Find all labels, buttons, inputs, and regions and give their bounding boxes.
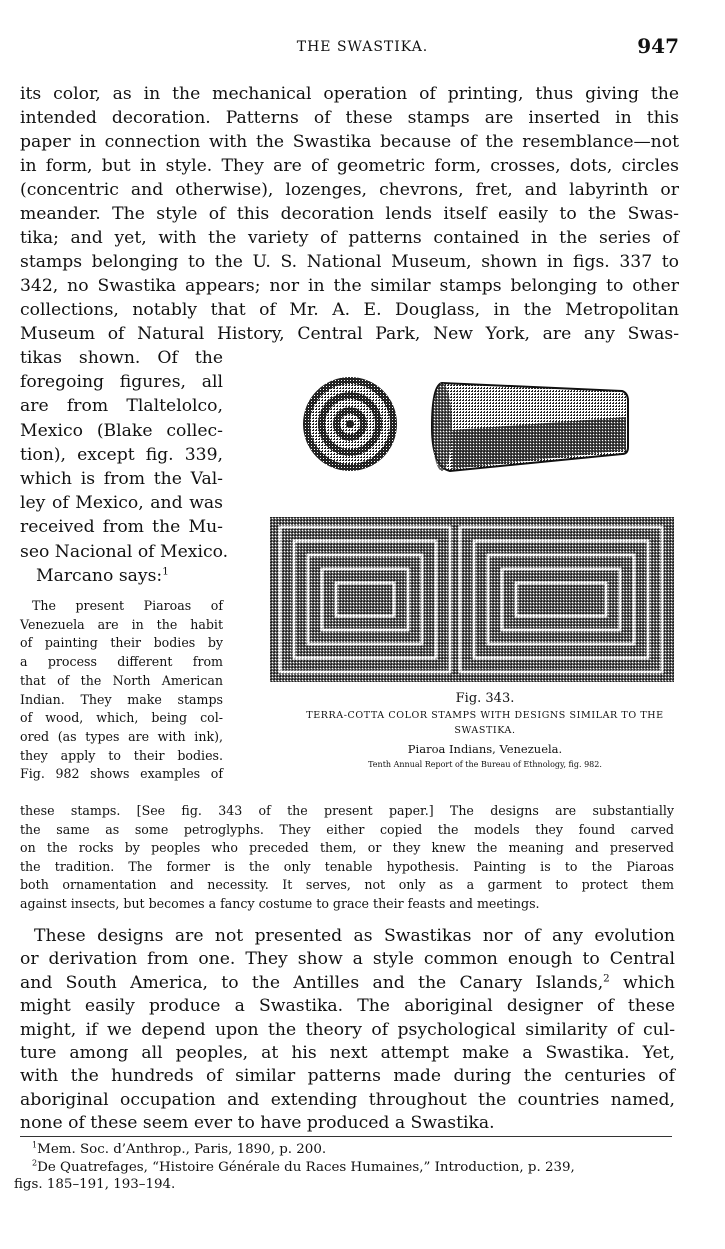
quote-line-text: ored (as types are with ink), xyxy=(20,728,223,744)
text-line-text: (concentric and otherwise), lozenges, chevrons, fret, and labyrinth or xyxy=(20,180,679,200)
quote-line xyxy=(20,839,674,858)
figure-source: Tenth Annual Report of the Bureau of Ethnology, fig. 982. xyxy=(368,760,602,769)
footnote xyxy=(32,1141,326,1159)
figure-343-image xyxy=(270,355,690,685)
footnote-text: De Quatrefages, “Histoire Générale du Races Humaines,” Introduction, p. 239, xyxy=(37,1159,575,1175)
text-line xyxy=(20,1088,675,1112)
text-line-text: Mexico (Blake collec- xyxy=(20,420,223,441)
text-line-text: or derivation from one. They show a style common enough to Central xyxy=(20,949,675,970)
text-line-text: tion), except fig. 339, xyxy=(20,444,223,465)
footnote-text: Mem. Soc. d’Anthrop., Paris, 1890, p. 200. xyxy=(37,1142,327,1157)
figure-caption xyxy=(250,690,720,772)
text-line-text: which is from the Val- xyxy=(20,469,223,489)
text-line xyxy=(20,274,679,298)
quote-line xyxy=(20,765,223,784)
text-line xyxy=(20,178,679,202)
quote-line xyxy=(20,858,674,877)
quote-line-text: both ornamentation and necessity. It serves, not only as a garment to protect them xyxy=(20,877,674,892)
text-line xyxy=(20,1018,675,1042)
text-line-text: These designs are not presented as Swastikas nor of any evolution xyxy=(34,926,675,946)
text-line-text: with the hundreds of similar patterns made during the centuries of xyxy=(20,1066,675,1087)
text-line-text: ley of Mexico, and was xyxy=(20,493,223,514)
text-line-text: might easily produce a Swastika. The aboriginal designer of these xyxy=(20,996,675,1017)
marcano-intro xyxy=(36,564,236,588)
quote-line xyxy=(20,616,223,635)
footnote-ref-2[interactable]: 2 xyxy=(603,972,610,985)
quote-line-text: Indian. They make stamps xyxy=(20,691,223,707)
text-line xyxy=(20,443,223,467)
text-line-text: none of these seem ever to have produced a Swastika. xyxy=(20,1113,495,1134)
text-line xyxy=(20,370,223,394)
quote-line xyxy=(20,876,674,895)
quote-line-text: Venezuela are in the habit xyxy=(20,616,223,632)
text-line-text: meander. The style of this decoration lends itself easily to the Swas- xyxy=(20,204,679,224)
quote-line-text: The present Piaroas of xyxy=(32,598,223,613)
text-line xyxy=(20,202,679,226)
text-line xyxy=(20,971,675,995)
quote-line-text: these stamps. [See fig. 343 of the present paper.] The designs are substantially xyxy=(20,803,674,818)
quote-line xyxy=(20,821,674,840)
quote-line xyxy=(20,728,223,747)
quote-line-text: on the rocks by peoples who preceded them, or they knew the meaning and preserved xyxy=(20,840,674,855)
text-line-text: its color, as in the mechanical operation of printing, thus giving the xyxy=(20,84,679,104)
text-line-text: tikas shown. Of the xyxy=(20,348,223,368)
text-line-text: intended decoration. Patterns of these stamps are inserted in this xyxy=(20,108,679,128)
footnote-mark: 1 xyxy=(32,1140,38,1150)
quote-line-text: of painting their bodies by xyxy=(20,635,223,651)
footnote-divider xyxy=(20,1136,672,1137)
text-line-text: 342, no Swastika appears; nor in the similar stamps belonging to other xyxy=(20,276,679,296)
text-line-text: foregoing figures, all xyxy=(20,372,223,393)
figure-caption-line2: SWASTIKA. xyxy=(454,725,516,736)
running-header: THE SWASTIKA. xyxy=(296,39,429,55)
text-line-text: aboriginal occupation and extending throughout the countries named, xyxy=(20,1089,675,1110)
text-line-text: and South America, to the Antilles and the Canary Islands, xyxy=(20,972,604,993)
text-line-text: collections, notably that of Mr. A. E. Douglass, in the Metropolitan xyxy=(20,300,679,320)
quote-line xyxy=(20,672,223,691)
footnote-ref-1[interactable]: 1 xyxy=(162,565,169,578)
figure-label: Fig. 343. xyxy=(455,691,515,706)
text-line xyxy=(20,1064,675,1088)
figure-subcaption: Piaroa Indians, Venezuela. xyxy=(407,742,563,756)
figure-caption-line1: TERRA-COTTA COLOR STAMPS WITH DESIGNS SIMILAR TO THE xyxy=(306,710,664,721)
quote-line-text: against insects, but becomes a fancy costume to grace their feasts and meetings. xyxy=(20,895,540,911)
text-line xyxy=(20,515,223,539)
text-line xyxy=(20,298,679,322)
cylinder-stamp-figure xyxy=(432,383,628,471)
text-line-text: seo Nacional of Mexico. xyxy=(20,541,229,562)
quote-line-text: of wood, which, being col- xyxy=(20,710,223,726)
text-line xyxy=(20,994,675,1018)
quote-line xyxy=(20,634,223,653)
quote-line-text: Fig. 982 shows examples of xyxy=(20,766,223,782)
text-line xyxy=(20,394,223,418)
text-line-text: paper in connection with the Swastika because of the resemblance—not xyxy=(20,132,679,152)
text-line xyxy=(20,250,679,274)
text-line xyxy=(20,1111,675,1135)
quote-line-text: the tradition. The former is the only tenable hypothesis. Painting is to the Piaroas xyxy=(20,858,674,874)
text-line xyxy=(20,540,229,564)
text-line-text: received from the Mu- xyxy=(20,517,223,538)
quote-line-text: a process different from xyxy=(20,654,223,670)
text-line xyxy=(20,1041,675,1065)
text-line xyxy=(20,82,679,106)
text-line xyxy=(34,924,675,948)
text-line-text: ture among all peoples, at his next attempt make a Swastika. Yet, xyxy=(20,1043,675,1063)
text-line-text: in form, but in style. They are of geometric form, crosses, dots, circles xyxy=(20,156,679,176)
quote-line xyxy=(32,597,223,616)
text-line xyxy=(20,467,223,491)
quote-line xyxy=(20,691,223,710)
quote-line-text: they apply to their bodies. xyxy=(20,747,223,763)
text-line-text: stamps belonging to the U. S. National Museum, shown in figs. 337 to xyxy=(20,252,679,272)
text-line-text: are from Tlaltelolco, xyxy=(20,396,223,417)
quote-line xyxy=(20,802,674,821)
marcano-intro-text: Marcano says: xyxy=(36,566,163,586)
text-line xyxy=(20,154,679,178)
quote-line xyxy=(20,895,674,914)
quote-line xyxy=(20,709,223,728)
flat-stamp-fret-figure xyxy=(270,517,674,682)
quote-line xyxy=(20,747,223,766)
text-line xyxy=(20,322,679,346)
text-line xyxy=(20,130,679,154)
footnote-text: figs. 185–191, 193–194. xyxy=(14,1177,176,1192)
text-line xyxy=(20,106,679,130)
quote-line xyxy=(20,653,223,672)
text-line-text: which xyxy=(609,972,676,993)
text-line xyxy=(20,346,223,370)
text-line-text: might, if we depend upon the theory of psychological similarity of cul- xyxy=(20,1019,675,1040)
text-line xyxy=(20,947,675,971)
page-number: 947 xyxy=(637,34,679,58)
quote-line-text: the same as some petroglyphs. They either copied the models they found carved xyxy=(20,821,674,837)
text-line-text: tika; and yet, with the variety of patterns contained in the series of xyxy=(20,228,679,248)
footnote xyxy=(32,1159,575,1177)
text-line-text: Museum of Natural History, Central Park, New York, are any Swas- xyxy=(20,324,679,344)
round-stamp-figure xyxy=(303,377,397,471)
text-line xyxy=(20,226,679,250)
text-line xyxy=(20,491,223,515)
footnote xyxy=(14,1176,175,1194)
text-line xyxy=(20,419,223,443)
footnote-mark: 2 xyxy=(32,1158,38,1168)
quote-line-text: that of the North American xyxy=(20,672,223,688)
